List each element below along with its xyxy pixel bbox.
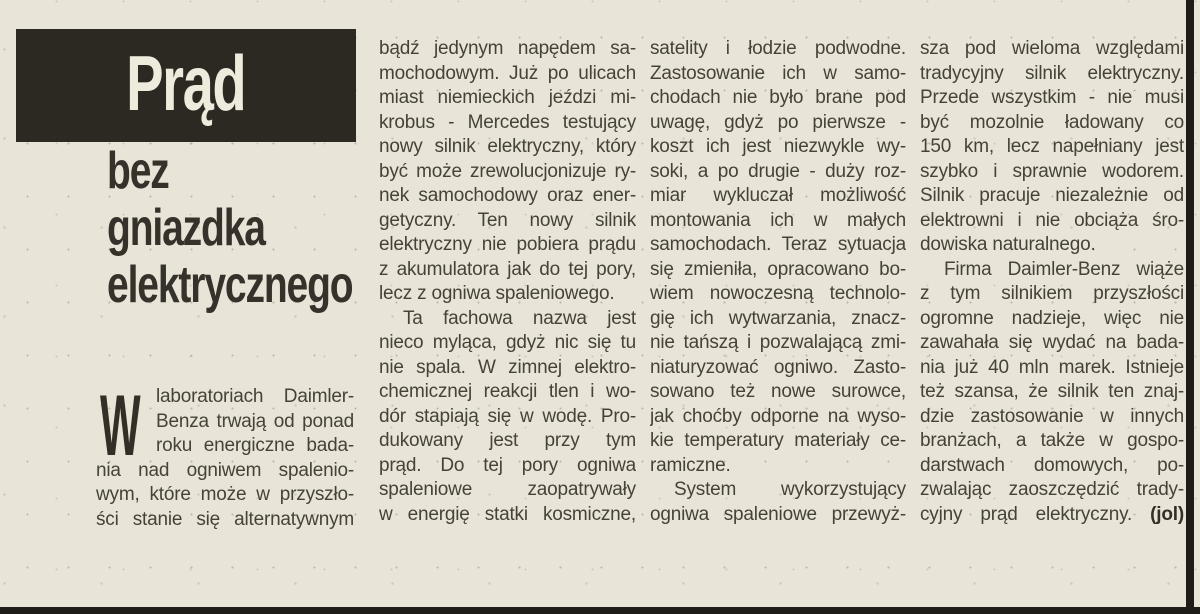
byline: (jol) [1150,503,1184,525]
text-line: ogniwa spaleniowe przewyż- [650,503,906,525]
text-line: satelity i łodzie podwodne. [650,38,906,59]
text-line: Zastosowanie ich w samo- [650,62,906,84]
text-line: być może zrewolucjonizuje ry- [379,160,636,182]
text-line: się zmieniła, opracowano bo- [650,258,906,280]
text-line: z tym silnikiem przyszłości [920,283,1184,304]
headline-bar [16,29,356,142]
text-line: roku energiczne bada- [156,435,354,456]
bottom-border-rule [0,607,1200,614]
text-line: wym, które może w przyszło- [96,484,354,505]
text-line: nie tańszą i pozwalającą zmi- [650,332,906,353]
text-line: spaleniowe zaopatrywały [379,479,636,500]
text-line: też szansa, że silnik ten znaj- [920,381,1184,402]
text-line: laboratoriach Daimler- [156,386,354,407]
text-line: cyjny prąd elektryczny. (jol) [920,503,1184,525]
text-line: w energię statki kosmiczne, [379,503,636,525]
article-column-4 [920,37,1184,527]
text-line: elektrowni i nie obciąża śro- [920,209,1184,231]
text-line: mochodowym. Już po ulicach [379,62,636,84]
subtitle-line: bez [107,142,169,200]
text-line: dór stapiają się w wodę. Pro- [379,405,636,427]
text-line: ści stanie się alternatywnym [96,508,354,530]
text-line: chemicznej reakcji tlen i wo- [379,381,636,402]
text-line: zawahała się wydać na bada- [920,332,1184,353]
text-line: Ta fachowa nazwa jest [403,307,636,329]
text-line: dukowany jest przy tym [379,430,636,451]
text-line: Przede wszystkim - nie musi [920,87,1184,108]
text-line: Firma Daimler-Benz wiąże [944,258,1184,280]
text-line: dowiska naturalnego. [920,234,1096,255]
text-line: nia już 40 mln marek. Istnieje [920,356,1184,378]
text-line: dzie zastosowanie w innych [920,405,1184,427]
text-line: ogromne nadzieje, więc nie [920,307,1184,329]
text-line: chodach nie było brane pod [650,87,906,108]
text-line: koszt ich jest niezwykle wy- [650,136,906,157]
text-line: ramiczne. [650,454,731,476]
text-line: jak choćby odporne na wyso- [650,405,906,427]
subtitle-line: gniazdka [107,199,265,257]
text-line: System wykorzystujący [674,479,906,500]
article-column-2 [379,37,636,527]
text-line: wiem nowoczesną technolo- [650,283,906,304]
text-line: miar wykluczał możliwość [650,185,906,206]
text-line: gię ich wytwarzania, znacz- [650,307,906,329]
text-line: z akumulatora jak do tej pory, [379,258,636,280]
text-line: nie spala. W zimnej elektro- [379,356,636,378]
text-line: kie temperatury materiały ce- [650,430,906,451]
text-line: miast niemieckich jeździ mi- [379,87,636,108]
text-line: soki, a po drugie - duży roz- [650,160,906,182]
text-line: Benza trwają od ponad [156,410,354,432]
text-line: nek samochodowy oraz ener- [379,185,636,206]
text-line: bądź jedynym napędem sa- [379,38,636,59]
headline-subtitle [107,143,352,314]
text-line: niaturyzować ogniwo. Zasto- [650,356,906,378]
text-line: uwagę, gdyż po pierwsze - [650,111,906,133]
subtitle-line: elektrycznego [107,256,353,314]
text-line: darstwach domowych, po- [920,454,1184,476]
headline-title: Prąd [126,38,246,127]
text-line: tradycyjny silnik elektryczny. [920,62,1184,84]
text-line: elektryczny nie pobiera prądu [379,234,636,255]
text-line: samochodach. Teraz sytuacja [650,234,906,255]
article-column-3 [650,37,906,527]
right-border-rule [1186,0,1194,614]
text-line: lecz z ogniwa spaleniowego. [379,283,615,304]
text-line: branżach, a także w gospo- [920,430,1184,451]
text-line: prąd. Do tej pory ogniwa [379,454,636,476]
dropcap-letter: W [100,378,141,474]
text-line: nowy silnik elektryczny, który [379,136,636,157]
text-line: szybko i sprawnie wodorem. [920,160,1184,182]
text-line: sowano też nowe surowce, [650,381,906,402]
article-column-1 [96,378,354,532]
text-line: 150 km, lecz napełniany jest [920,136,1184,157]
text-line: getyczny. Ten nowy silnik [379,209,636,231]
text-line: krobus - Mercedes testujący [379,111,636,133]
text-line: sza pod wieloma względami [920,38,1184,59]
text-line: być mozolnie ładowany co [920,111,1184,133]
text-line: nieco myląca, gdyż nic się tu [379,332,636,353]
text-line: nia nad ogniwem spalenio- [96,459,354,481]
text-line: Silnik pracuje niezależnie od [920,185,1184,206]
text-line: zwalając zaoszczędzić trady- [920,479,1184,500]
text-line: montowania ich w małych [650,209,906,231]
